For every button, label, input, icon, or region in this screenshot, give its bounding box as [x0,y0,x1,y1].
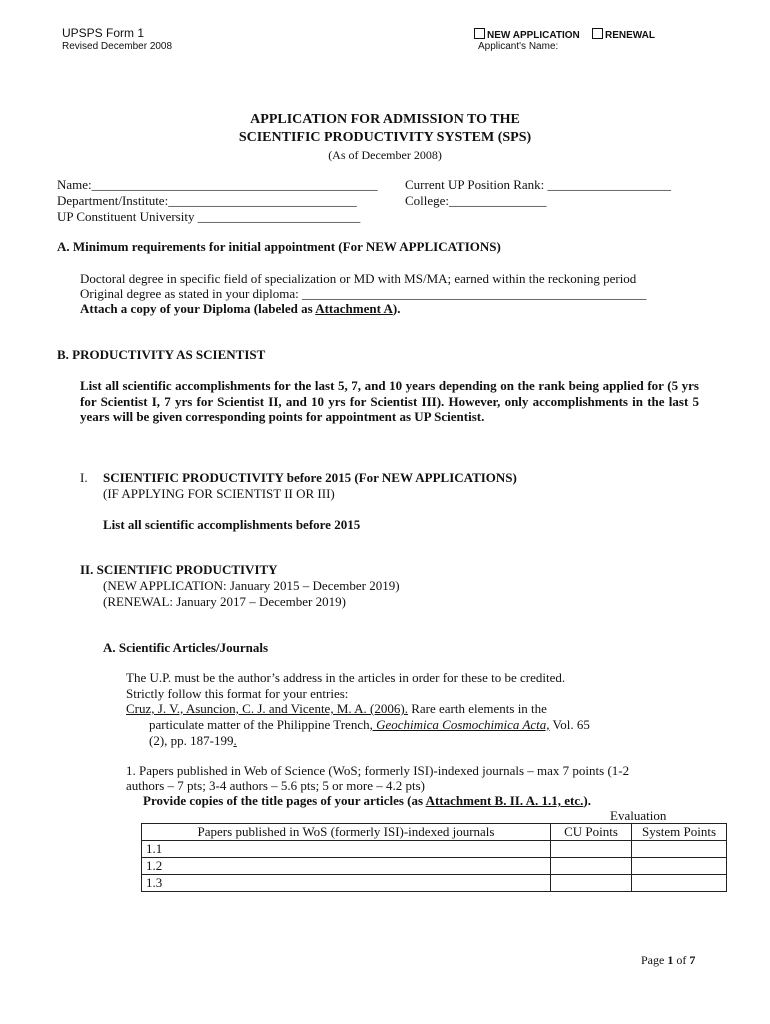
system-points-cell[interactable] [632,841,727,858]
renewal-option[interactable] [592,28,655,41]
attachment-b-link: Attachment B. II. A. 1.1, etc. [425,793,584,808]
form-id: UPSPS Form 1 [62,26,145,40]
example-journal: , Geochimica Cosmochimica Acta, [369,717,550,732]
provide-copies [143,793,591,809]
system-points-cell[interactable] [632,875,727,892]
provide-suffix: ). [583,793,591,808]
table-row[interactable] [142,841,727,858]
renewal-checkbox[interactable] [592,28,603,39]
section-i-instruction: List all scientific accomplishments before 2015 [103,517,361,532]
page-current: 1 [667,953,674,967]
name-field[interactable]: Name:____________________________________________ [57,177,378,192]
articles-note2: Strictly follow this format for your entries: [126,686,349,701]
title-as-of: (As of December 2008) [328,148,442,162]
title-line1: APPLICATION FOR ADMISSION TO THE [250,112,520,127]
section-b-paragraph: List all scientific accomplishments for the last 5, 7, and 10 years depending on the rank being applied for (5 yrs for Scientist I, 7 yrs for Scientist II, and 10 yrs for Scientist III). However, only accomplishments in the last 5 years will be given corresponding points for appointment as UP Scientist. [80,378,699,424]
system-points-cell[interactable] [632,858,727,875]
revised-date: Revised December 2008 [62,41,173,52]
college-field[interactable]: College:_______________ [405,193,547,208]
row-label[interactable]: 1.1 [142,841,551,858]
provide-prefix: Provide copies of the title pages of your articles (as [143,793,426,808]
attach-diploma [80,301,400,317]
section-i-sub: (IF APPLYING FOR SCIENTIST II OR III) [103,486,335,501]
articles-heading: A. Scientific Articles/Journals [103,640,269,655]
example-line2 [149,717,590,733]
example-title: Rare earth elements in the [407,701,547,716]
applicant-name-label: Applicant's Name: [478,41,559,52]
attach-diploma-prefix: Attach a copy of your Diploma (labeled as [80,301,316,316]
col-papers-header: Papers published in WoS (formerly ISI)-indexed journals [142,824,551,841]
example-line1 [126,701,547,717]
section-i-number: I. [80,470,88,485]
papers-table [141,823,727,892]
new-application-option[interactable] [474,28,580,41]
evaluation-label: Evaluation [610,808,667,823]
department-field[interactable]: Department/Institute:_____________________________ [57,193,357,208]
example-pages: (2), pp. 187-199 [149,733,234,748]
col-system-header: System Points [632,824,727,841]
row-label[interactable]: 1.2 [142,858,551,875]
section-ii-new-app: (NEW APPLICATION: January 2015 – December 2019) [103,578,400,593]
cu-points-cell[interactable] [551,875,632,892]
section-b-heading: B. PRODUCTIVITY AS SCIENTIST [57,347,266,362]
row-label[interactable]: 1.3 [142,875,551,892]
of-word: of [673,953,690,967]
articles-note1: The U.P. must be the author’s address in the articles in order for these to be credited. [126,670,566,685]
page-word: Page [641,953,668,967]
degree-field[interactable]: Original degree as stated in your diploma: _____________________________________________________ [80,286,647,301]
table-row[interactable] [142,875,727,892]
section-a-heading: A. Minimum requirements for initial appointment (For NEW APPLICATIONS) [57,239,501,254]
renewal-label: RENEWAL [605,30,655,41]
table-header-row [142,824,727,841]
cu-points-cell[interactable] [551,841,632,858]
attachment-a-link: Attachment A [315,301,393,316]
example-line3 [149,733,237,749]
example-authors: Cruz, J. V., Asuncion, C. J. and Vicente, M. A. (2006). [126,701,408,716]
new-application-label: NEW APPLICATION [487,30,580,41]
constituent-field[interactable]: UP Constituent University _________________________ [57,209,361,224]
position-rank-field[interactable]: Current UP Position Rank: ___________________ [405,177,672,192]
page-number [641,953,695,968]
attach-diploma-suffix: ). [392,301,401,316]
section-ii-renewal: (RENEWAL: January 2017 – December 2019) [103,594,346,609]
section-a-line1: Doctoral degree in specific field of specialization or MD with MS/MA; earned within the reckoning period [80,271,637,286]
example-volume: Vol. 65 [549,717,590,732]
example-title-cont: particulate matter of the Philippine Trench [149,717,370,732]
table-row[interactable] [142,858,727,875]
cu-points-cell[interactable] [551,858,632,875]
title-line2: SCIENTIFIC PRODUCTIVITY SYSTEM (SPS) [238,130,532,145]
section-i-heading: SCIENTIFIC PRODUCTIVITY before 2015 (For NEW APPLICATIONS) [103,470,517,485]
example-end: . [233,733,237,748]
item1-line2: authors – 7 pts; 3-4 authors – 5.6 pts; 5 or more – 4.2 pts) [126,778,425,793]
new-application-checkbox[interactable] [474,28,485,39]
section-ii-heading: II. SCIENTIFIC PRODUCTIVITY [80,562,278,577]
page-total: 7 [689,953,696,967]
col-cu-header: CU Points [551,824,632,841]
item1-line1: 1. Papers published in Web of Science (WoS; formerly ISI)-indexed journals – max 7 points (1-2 [126,763,630,778]
